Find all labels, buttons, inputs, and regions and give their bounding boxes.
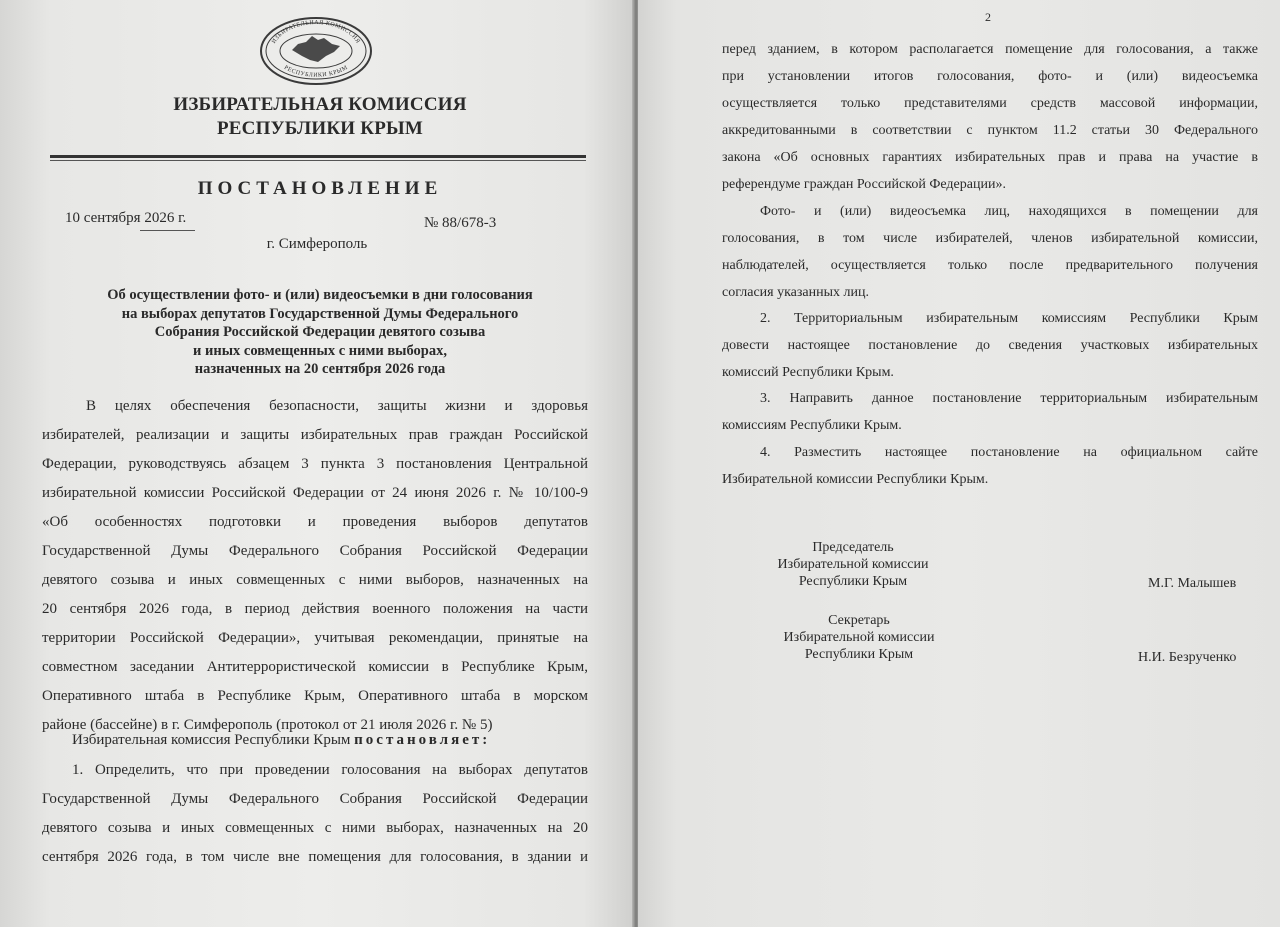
text-line: сентября 2026 года, в том числе вне помещения для голосования, в здании и	[42, 849, 588, 865]
organization-name-line2: РЕСПУБЛИКИ КРЫМ	[216, 118, 424, 139]
text-line: районе (бассейне) в г. Симферополь (протокол от 21 июля 2026 г. № 5)	[42, 717, 493, 733]
text-line: закона «Об основных гарантиях избирательных прав и права на участие в	[722, 150, 1258, 165]
subject-line: Собрания Российской Федерации девятого созыва	[154, 324, 486, 340]
text-line: довести настоящее постановление до сведения участковых избирательных	[722, 338, 1258, 353]
page-2	[638, 0, 1280, 927]
document-city: г. Симферополь	[266, 236, 368, 252]
preamble-paragraph	[42, 392, 588, 740]
page-1	[0, 0, 634, 927]
subject-line: Об осуществлении фото- и (или) видеосъемки в дни голосования	[107, 287, 533, 303]
text-line: Фото- и (или) видеосъемка лиц, находящихся в помещении для	[760, 204, 1258, 219]
text-line: избирателей, реализации и защиты избирательных прав граждан Российской	[42, 427, 588, 443]
text-line: аккредитованными в соответствии с пунктом 11.2 статьи 30 Федерального	[722, 123, 1258, 138]
document-date: 10 сентября 2026 г.	[65, 210, 187, 226]
text-line: Оперативного штаба в Республике Крым, Оперативного штаба в морском	[42, 688, 588, 704]
chairman-org-region: Республики Крым	[798, 574, 908, 589]
text-line: Государственной Думы Федерального Собрания Российской Федерации	[42, 543, 588, 559]
document-number: № 88/678-3	[424, 215, 497, 231]
text-line: совместном заседании Антитеррористической комиссии в Республике Крым,	[42, 659, 588, 675]
secretary-title: Секретарь	[828, 613, 890, 628]
text-line: согласия указанных лиц.	[722, 285, 869, 300]
secretary-org-region: Республики Крым	[804, 647, 914, 662]
svg-text:РЕСПУБЛИКИ КРЫМ: РЕСПУБЛИКИ КРЫМ	[282, 64, 350, 79]
text-line: Избирательной комиссии Республики Крым.	[722, 472, 989, 487]
text-line: наблюдателей, осуществляется только после предварительного получения	[722, 258, 1258, 273]
text-line: голосования, в том числе избирателей, членов избирательной комиссии,	[722, 231, 1258, 246]
resolves-word: постановляет:	[354, 732, 491, 748]
text-line: девятого созыва и иных совмещенных с ними выборах, назначенных на 20	[42, 820, 588, 836]
text-line: В целях обеспечения безопасности, защиты жизни и здоровья	[86, 398, 588, 414]
text-line: комиссиям Республики Крым.	[722, 418, 902, 433]
chairman-title: Председатель	[812, 540, 894, 555]
organization-name-line1: ИЗБИРАТЕЛЬНАЯ КОМИССИЯ	[173, 94, 467, 115]
text-line: девятого созыва и иных совмещенных с ними выборов, назначенных на	[42, 572, 588, 588]
text-line: референдуме граждан Российской Федерации».	[722, 177, 1006, 192]
text-line: 3. Направить данное постановление территориальным избирательным	[760, 391, 1258, 406]
item-3-paragraph	[722, 385, 1258, 439]
text-line: Федерации, руководствуясь абзацем 3 пункта 3 постановления Центральной	[42, 456, 588, 472]
text-line: комиссий Республики Крым.	[722, 365, 894, 380]
subject-line: назначенных на 20 сентября 2026 года	[194, 361, 446, 377]
chairman-org: Избирательной комиссии	[777, 557, 929, 572]
page-number: 2	[985, 10, 991, 24]
text-line: при установлении итогов голосования, фото- и (или) видеосъемка	[722, 69, 1258, 84]
text-line: 20 сентября 2026 года, в период действия военного положения на части	[42, 601, 588, 617]
secretary-name: Н.И. Безрученко	[1138, 650, 1237, 665]
chairman-name: М.Г. Малышев	[1148, 576, 1237, 591]
text-line: «Об особенностях подготовки и проведения выборов депутатов	[42, 514, 588, 530]
resolves-line	[42, 726, 588, 755]
text-line: 4. Разместить настоящее постановление на официальном сайте	[760, 445, 1258, 460]
header-divider	[50, 155, 586, 158]
date-underline	[140, 230, 195, 231]
text-line: 2. Территориальным избирательным комиссиям Республики Крым	[760, 311, 1258, 326]
item-4-paragraph	[722, 439, 1258, 493]
svg-text:ИЗБИРАТЕЛЬНАЯ КОМИССИЯ: ИЗБИРАТЕЛЬНАЯ КОМИССИЯ	[271, 19, 361, 45]
text-line: территории Российской Федерации», учитывая рекомендации, принятые на	[42, 630, 588, 646]
secretary-org: Избирательной комиссии	[783, 630, 935, 645]
header-divider-thin	[50, 160, 586, 161]
commission-seal-logo	[258, 14, 374, 86]
text-line: осуществляется только представителями средств массовой информации,	[722, 96, 1258, 111]
document-type-heading: ПОСТАНОВЛЕНИЕ	[197, 178, 443, 199]
secretary-signature-block	[754, 612, 964, 663]
text-line: перед зданием, в котором располагается помещение для голосования, а также	[722, 42, 1258, 57]
chairman-signature-block	[748, 539, 958, 590]
item-1-paragraph-2	[722, 198, 1258, 306]
item-1-paragraph	[42, 756, 588, 872]
text-line: 1. Определить, что при проведении голосования на выборах депутатов	[72, 762, 588, 778]
text-line: Государственной Думы Федерального Собрания Российской Федерации	[42, 791, 588, 807]
document-subject	[70, 286, 570, 379]
subject-line: на выборах депутатов Государственной Думы Федерального	[121, 305, 519, 322]
text-line: избирательной комиссии Российской Федерации от 24 июня 2026 г. № 10/100-9	[42, 485, 588, 501]
resolves-prefix: Избирательная комиссия Республики Крым	[72, 732, 351, 748]
subject-line: и иных совмещенных с ними выборах,	[193, 342, 447, 359]
item-2-paragraph	[722, 305, 1258, 386]
item-1-continuation	[722, 36, 1258, 198]
